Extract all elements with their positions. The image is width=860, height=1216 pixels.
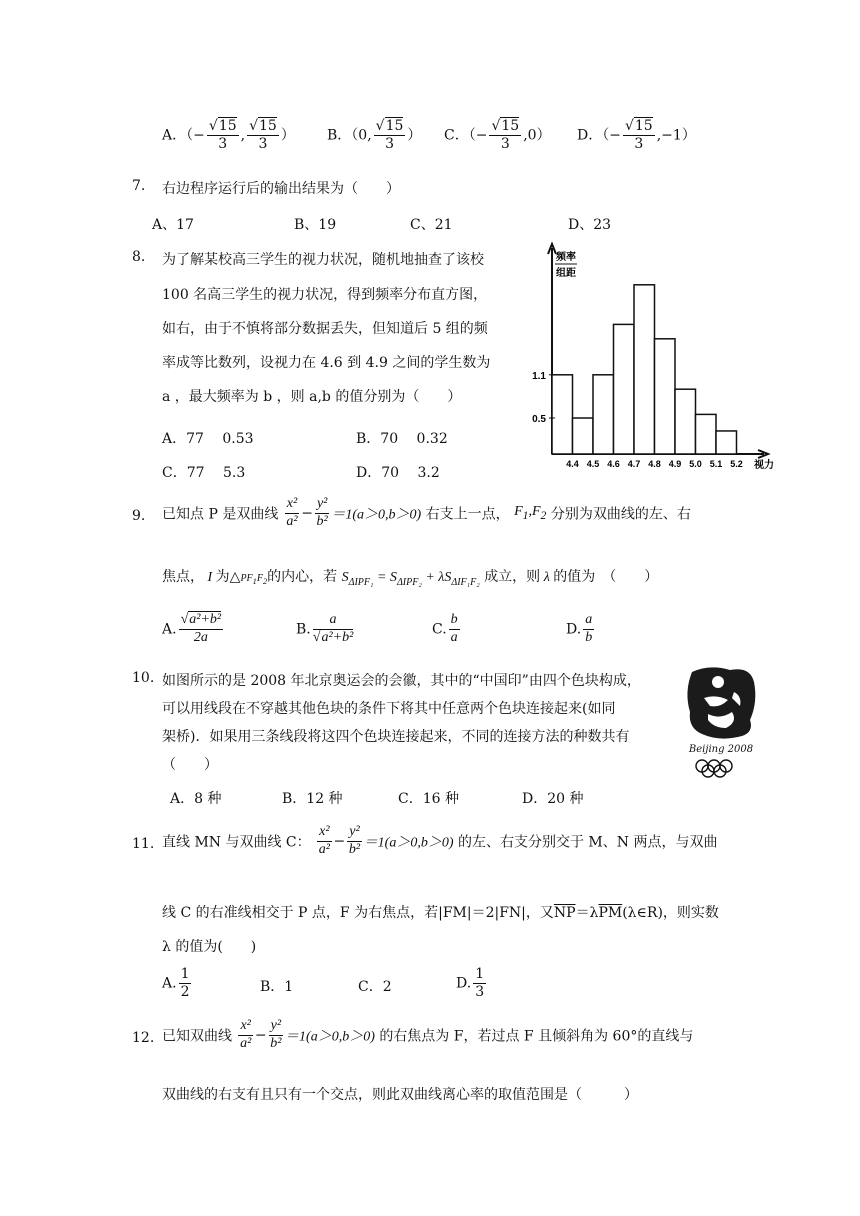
- histogram-bar-2: [593, 375, 614, 454]
- question-number: 12.: [132, 1030, 155, 1046]
- histogram-bar-3: [614, 324, 635, 454]
- x-tick-label: 5.0: [689, 459, 702, 469]
- q6-option-c: C．（− $\frac{√15}{3}$ ,0）: [444, 118, 551, 152]
- q11-line-2: 线 C 的右准线相交于 P 点，F 为右焦点，若|FM|＝2|FN|，又$\overline{NP}=\lambda\overline{PM}(\lambda\in R)$，则实数: [162, 905, 719, 921]
- fraction: $\frac{√15}{3}$: [208, 118, 237, 152]
- question-text: 右边程序运行后的输出结果为（ ）: [162, 181, 400, 197]
- q10-line-1: 如图所示的是 2008 年北京奥运会的会徽，其中的“中国印”由四个色块构成，: [162, 673, 641, 689]
- q7-option-b: B、19: [294, 217, 337, 233]
- q9-option-b: B. $\frac{a}{\text{√a²+b²}}$: [296, 612, 354, 645]
- q12-line-1: 已知双曲线 $\frac{\text{x²}}{\text{a²}}$ − $\frac{\text{y²}}{\text{b²}}$ ＝1(a＞0,b＞0) 的右焦点为 F，若过点 F 且倾斜角为 60°的直线与: [162, 1018, 694, 1051]
- histogram-svg: [522, 240, 774, 472]
- x-tick-label: 5.1: [709, 459, 723, 469]
- q9-line-2: 焦点， I 为$\triangle PF_1F_2$的内心，若 $S_{\Delta IPF_1} = S_{\Delta IPF_2} + \lambda S_{\Delta IF_1F_2}$ 成立，则 λ 的值为 （ ）: [162, 569, 659, 588]
- fraction: $\frac{√15}{3}$: [624, 118, 653, 152]
- q6-option-b: B．（0, $\frac{√15}{3}$ ）: [327, 118, 422, 152]
- question-number: 9.: [132, 508, 146, 524]
- q8-line-5: a ，最大频率为 b ，则 a,b 的值分别为（ ）: [162, 389, 462, 405]
- x-tick-label: 4.5: [586, 459, 600, 469]
- q8-line-4: 率成等比数列，设视力在 4.6 到 4.9 之间的学生数为: [162, 355, 491, 371]
- histogram-bar-5: [655, 339, 676, 454]
- q10-line-2: 可以用线段在不穿越其他色块的条件下将其中任意两个色块连接起来(如同: [162, 701, 616, 717]
- q10-line-4: （ ）: [162, 757, 218, 773]
- q11-line-3: λ 的值为( ): [162, 939, 257, 955]
- question-number: 10.: [132, 670, 155, 686]
- fraction: $\frac{√15}{3}$: [249, 118, 277, 152]
- q11-line-1: 直线 MN 与双曲线 C： $\frac{\text{x²}}{\text{a²}}$ − $\frac{\text{y²}}{\text{b²}}$ ＝1(a＞0,b＞0) 的左、右支分别交于 M、N 两点，与双曲: [162, 824, 718, 857]
- histogram-chart: [522, 240, 774, 472]
- q7-option-d: D、23: [568, 217, 612, 233]
- histogram-bar-0: [552, 375, 573, 454]
- q8-line-1: 为了解某校高三学生的视力状况，随机地抽查了该校: [162, 252, 484, 268]
- q10-option-c: C．16 种: [398, 791, 459, 807]
- y-tick-label: 0.5: [532, 414, 546, 425]
- x-tick-label: 4.8: [648, 459, 661, 469]
- histogram-bar-8: [716, 431, 737, 454]
- x-tick-label: 4.6: [607, 459, 620, 469]
- q8-line-3: 如右，由于不慎将部分数据丢失，但知道后 5 组的频: [162, 321, 488, 337]
- q6-option-d: D．（− $\frac{√15}{3}$ ,−1）: [577, 118, 696, 152]
- q9-option-c: C. $\frac{b}{a}$: [432, 612, 458, 645]
- y-axis-label-bottom: 组距: [556, 268, 576, 279]
- fraction: $\frac{√15}{3}$: [491, 118, 520, 152]
- x-tick-label: 4.7: [627, 459, 641, 469]
- q10-option-a: A．8 种: [170, 791, 222, 807]
- q8-option-b: B．70 0.32: [356, 431, 448, 447]
- question-number: 8.: [132, 249, 146, 265]
- q10-option-b: B．12 种: [282, 791, 343, 807]
- q11-option-d: D. $\frac{1}{3}$: [456, 966, 485, 1000]
- x-tick-label: 4.4: [566, 459, 579, 469]
- y-axis-label-top: 频率: [556, 252, 576, 263]
- histogram-bar-6: [675, 389, 696, 454]
- svg-text:Beijing 2008: Beijing 2008: [688, 744, 754, 755]
- fraction: $\frac{√15}{3}$: [375, 118, 404, 152]
- q12-line-2: 双曲线的右支有且只有一个交点，则此双曲线离心率的取值范围是（ ）: [162, 1087, 638, 1103]
- beijing-2008-emblem: [680, 662, 762, 778]
- histogram-bar-7: [696, 414, 717, 454]
- question-number: 7.: [132, 178, 146, 194]
- q9-option-d: D. $\frac{a}{b}$: [566, 612, 593, 645]
- q6-option-a: A．（− $\frac{√15}{3}$ , $\frac{√15}{3}$ ）: [162, 118, 295, 152]
- q7-option-c: C、21: [410, 217, 453, 233]
- q10-line-3: 架桥)．如果用三条线段将这四个色块连接起来，不同的连接方法的种数共有: [162, 729, 630, 745]
- q9-line-1: 已知点 P 是双曲线 $\frac{\text{x²}}{\text{a²}}$ − $\frac{\text{y²}}{\text{b²}}$ ＝1(a＞0,b＞0) 右支上一点， $F_1,F_2$ 分别为双曲线的左、右: [162, 496, 691, 529]
- q8-line-2: 100 名高三学生的视力状况，得到频率分布直方图，: [162, 287, 488, 303]
- y-tick-label: 1.1: [532, 370, 546, 382]
- question-number: 11.: [132, 836, 155, 852]
- q9-option-a: A. $\frac{\text{√a²+b²}}{2a}$: [162, 612, 222, 645]
- emblem-icon: [680, 662, 762, 778]
- q10-option-d: D．20 种: [522, 791, 584, 807]
- q8-option-c: C．77 5.3: [162, 465, 246, 481]
- histogram-bar-1: [573, 418, 594, 454]
- x-tick-label: 5.2: [730, 459, 743, 469]
- question-7: [132, 178, 400, 197]
- q11-option-c: C．2: [358, 979, 392, 995]
- q11-option-b: B．1: [260, 979, 294, 995]
- q7-option-a: A、17: [152, 217, 194, 233]
- x-tick-label: 4.9: [668, 459, 682, 469]
- q11-option-a: A. $\frac{1}{2}$: [162, 966, 190, 1000]
- histogram-bar-4: [634, 285, 655, 454]
- x-axis-label: 视力: [754, 460, 774, 471]
- q8-option-a: A．77 0.53: [162, 431, 254, 447]
- q8-option-d: D．70 3.2: [356, 465, 440, 481]
